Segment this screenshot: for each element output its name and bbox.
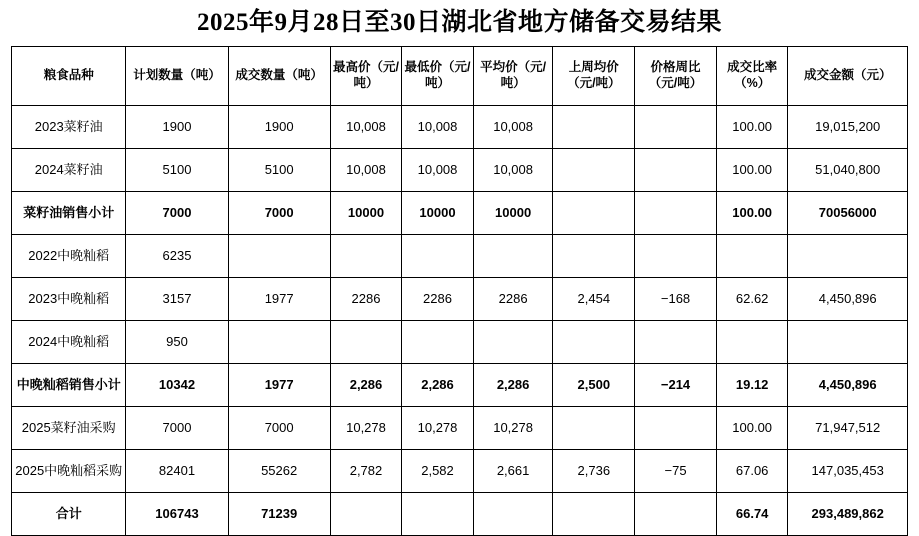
table-cell: 10,278 (473, 407, 553, 450)
column-header-lowest-price: 最低价（元/吨） (402, 47, 474, 106)
table-cell: 950 (126, 321, 228, 364)
table-cell (402, 235, 474, 278)
table-cell: 66.74 (716, 493, 788, 536)
table-cell: 10,008 (402, 149, 474, 192)
table-cell (473, 321, 553, 364)
row-label: 合计 (12, 493, 126, 536)
table-cell: 10000 (402, 192, 474, 235)
table-cell: 2286 (473, 278, 553, 321)
table-cell (788, 235, 908, 278)
table-cell (402, 321, 474, 364)
table-cell: −214 (635, 364, 717, 407)
table-cell: 2286 (402, 278, 474, 321)
table-cell (553, 235, 635, 278)
column-header-weekly-price-change: 价格周比（元/吨） (635, 47, 717, 106)
table-cell: 293,489,862 (788, 493, 908, 536)
table-row (12, 450, 908, 493)
column-header-average-price: 平均价（元/吨） (473, 47, 553, 106)
table-cell: 71239 (228, 493, 330, 536)
table-cell: 67.06 (716, 450, 788, 493)
table-cell: 10,008 (473, 106, 553, 149)
column-header-planned-qty: 计划数量（吨） (126, 47, 228, 106)
table-cell (228, 321, 330, 364)
table-cell: 1900 (228, 106, 330, 149)
trade-results-table (11, 46, 908, 536)
table-cell (473, 493, 553, 536)
table-cell (228, 235, 330, 278)
table-cell: 2,661 (473, 450, 553, 493)
table-cell: 2,286 (402, 364, 474, 407)
column-header-traded-qty: 成交数量（吨） (228, 47, 330, 106)
table-cell: 51,040,800 (788, 149, 908, 192)
table-cell (788, 321, 908, 364)
table-cell: 2,582 (402, 450, 474, 493)
table-cell (553, 321, 635, 364)
table-row (12, 192, 908, 235)
table-row (12, 493, 908, 536)
table-cell (635, 149, 717, 192)
table-body (12, 106, 908, 536)
table-cell: 10,008 (330, 106, 402, 149)
row-label: 2022中晚籼稻 (12, 235, 126, 278)
table-row (12, 364, 908, 407)
table-cell (330, 321, 402, 364)
row-label: 2024菜籽油 (12, 149, 126, 192)
table-cell (473, 235, 553, 278)
table-row (12, 235, 908, 278)
table-cell (330, 235, 402, 278)
column-header-trade-amount: 成交金额（元） (788, 47, 908, 106)
table-cell: 3157 (126, 278, 228, 321)
table-cell: 7000 (126, 192, 228, 235)
table-cell: 2,286 (473, 364, 553, 407)
table-cell (635, 321, 717, 364)
table-cell: 10000 (473, 192, 553, 235)
table-header-row (12, 47, 908, 106)
table-cell (716, 321, 788, 364)
table-cell: 2,500 (553, 364, 635, 407)
table-cell: 1977 (228, 278, 330, 321)
table-cell: 2,286 (330, 364, 402, 407)
table-row (12, 149, 908, 192)
table-cell: 100.00 (716, 149, 788, 192)
row-label: 菜籽油销售小计 (12, 192, 126, 235)
table-cell (635, 106, 717, 149)
table-cell: 71,947,512 (788, 407, 908, 450)
row-label: 2024中晚籼稻 (12, 321, 126, 364)
table-cell: 10342 (126, 364, 228, 407)
table-cell: 10,008 (330, 149, 402, 192)
column-header-highest-price: 最高价（元/吨） (330, 47, 402, 106)
column-header-variety: 粮食品种 (12, 47, 126, 106)
row-label: 2025中晚籼稻采购 (12, 450, 126, 493)
table-cell (553, 192, 635, 235)
table-row (12, 321, 908, 364)
table-cell: 4,450,896 (788, 278, 908, 321)
row-label: 2025菜籽油采购 (12, 407, 126, 450)
table-cell: 10,278 (402, 407, 474, 450)
table-cell: 7000 (228, 407, 330, 450)
table-cell: 10,008 (473, 149, 553, 192)
table-cell: 1900 (126, 106, 228, 149)
table-cell: −75 (635, 450, 717, 493)
table-cell: 19,015,200 (788, 106, 908, 149)
table-row (12, 106, 908, 149)
table-cell: 2,782 (330, 450, 402, 493)
row-label: 2023菜籽油 (12, 106, 126, 149)
table-cell: 2286 (330, 278, 402, 321)
table-cell (635, 407, 717, 450)
table-cell: 10000 (330, 192, 402, 235)
table-cell: 100.00 (716, 407, 788, 450)
table-cell (402, 493, 474, 536)
table-cell (635, 192, 717, 235)
table-cell (635, 235, 717, 278)
table-cell (553, 149, 635, 192)
table-cell: 55262 (228, 450, 330, 493)
column-header-last-week-average: 上周均价（元/吨） (553, 47, 635, 106)
table-cell: 7000 (126, 407, 228, 450)
table-header (12, 47, 908, 106)
table-cell: 100.00 (716, 192, 788, 235)
table-cell: 82401 (126, 450, 228, 493)
table-cell (635, 493, 717, 536)
table-cell: 62.62 (716, 278, 788, 321)
table-cell (330, 493, 402, 536)
table-cell: 106743 (126, 493, 228, 536)
row-label: 2023中晚籼稻 (12, 278, 126, 321)
column-header-trade-ratio: 成交比率（%） (716, 47, 788, 106)
table-cell: 147,035,453 (788, 450, 908, 493)
table-cell: 6235 (126, 235, 228, 278)
table-cell: 2,736 (553, 450, 635, 493)
table-cell: 10,278 (330, 407, 402, 450)
table-cell (553, 493, 635, 536)
table-cell (553, 106, 635, 149)
table-cell (553, 407, 635, 450)
table-cell: 5100 (228, 149, 330, 192)
table-cell: 19.12 (716, 364, 788, 407)
table-cell: 70056000 (788, 192, 908, 235)
page-title: 2025年9月28日至30日湖北省地方储备交易结果 (196, 9, 722, 36)
table-cell: 1977 (228, 364, 330, 407)
table-cell (716, 235, 788, 278)
table-row (12, 407, 908, 450)
table-cell: 4,450,896 (788, 364, 908, 407)
table-cell: 5100 (126, 149, 228, 192)
table-cell: 10,008 (402, 106, 474, 149)
table-cell: 100.00 (716, 106, 788, 149)
table-cell: −168 (635, 278, 717, 321)
row-label: 中晚籼稻销售小计 (12, 364, 126, 407)
table-cell: 2,454 (553, 278, 635, 321)
table-cell: 7000 (228, 192, 330, 235)
table-row (12, 278, 908, 321)
